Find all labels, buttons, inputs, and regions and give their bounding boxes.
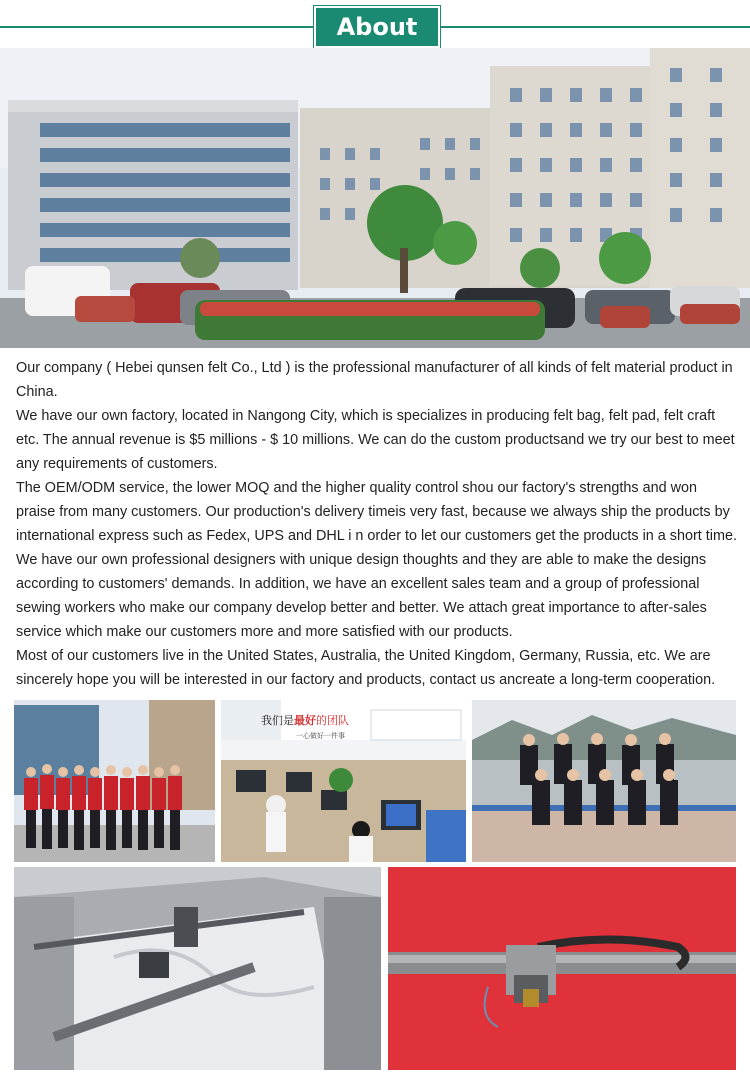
office-sign-text: 我们是最好的团队: [261, 714, 349, 727]
laser-cutter-head-photo: [388, 867, 736, 1070]
paragraph-factory: We have our own factory, located in Nangong City, which is specializes in producing felt bag, felt pad, felt craft etc. The annual revenue is $5 millions - $ 10 millions. We can do the custom productsand we try our best to meet any requirements of customers.: [16, 408, 735, 472]
paragraph-customers: Most of our customers live in the United States, Australia, the United Kingdom, Germany, Russia, etc. We are sincerely hope you will be interested in our factory and products, contact us ancreate a long-term cooperation.: [16, 648, 716, 688]
section-header: [0, 0, 750, 48]
office-sign-subtext: 一心做好一件事: [296, 732, 345, 740]
laser-cutting-machine-photo: [14, 867, 381, 1070]
team-group-photo: [14, 700, 215, 862]
team-outdoor-photo: [472, 700, 736, 862]
factory-building-photo: [0, 48, 750, 348]
company-description: [16, 356, 740, 692]
paragraph-service: The OEM/ODM service, the lower MOQ and the higher quality control shou our factory's strengths and won praise from many customers. Our production's delivery timeis very fast, because we always ship the products by international express such as Fedex, UPS and DHL i n order to let our customers get the products in a short time. We have our own professional designers with unique design thoughts and they are able to make the designs according to customers' demands. In addition, we have an excellent sales team and a group of professional sewing workers who make our company develop better and better. We attach great importance to after-sales service which make our customers more and more satisfied with our products.: [16, 480, 737, 640]
office-photo: [221, 700, 466, 862]
paragraph-intro: Our company ( Hebei qunsen felt Co., Ltd ) is the professional manufacturer of all kinds of felt material product in China.: [16, 360, 733, 400]
section-title: About: [314, 6, 440, 48]
